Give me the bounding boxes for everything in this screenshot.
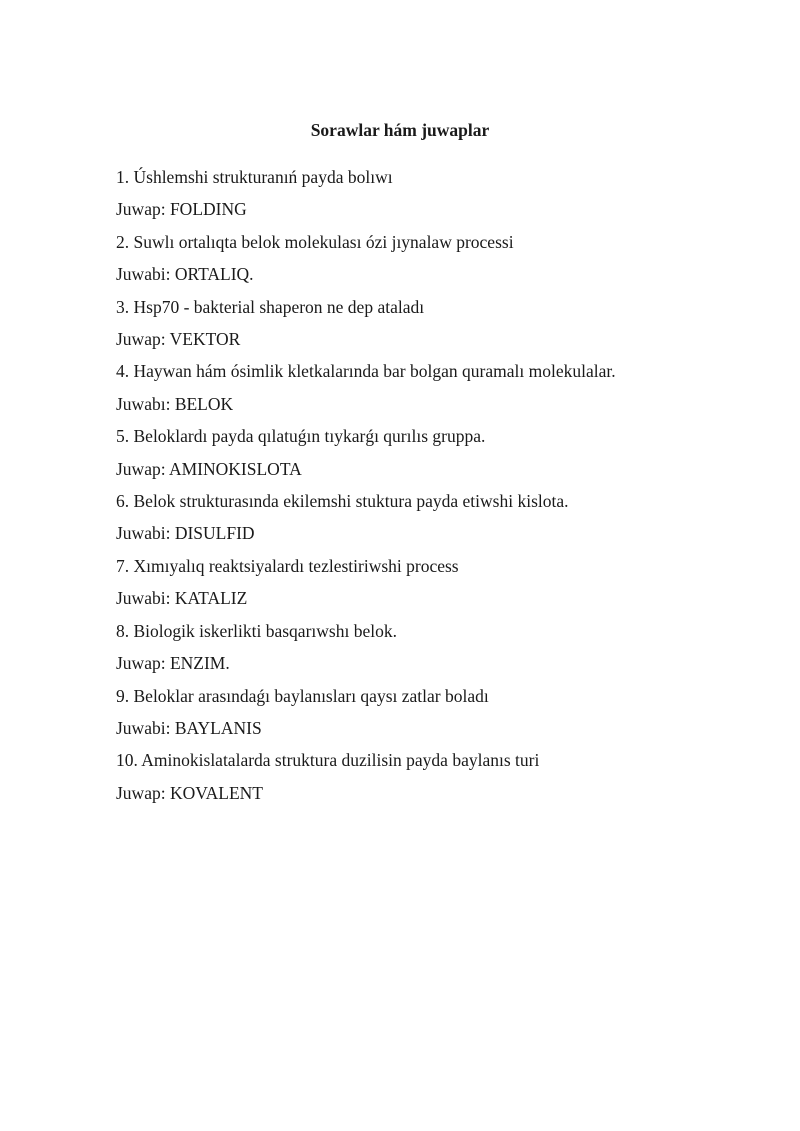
question-6: 6. Belok strukturasında ekilemshi stuktura payda etiwshi kislota. <box>116 491 569 512</box>
answer-1: Juwap: FOLDING <box>116 199 247 220</box>
question-2: 2. Suwlı ortalıqta belok molekulası ózi jıynalaw processi <box>116 231 514 252</box>
qa-list <box>116 161 736 809</box>
answer-9: Juwabi: BAYLANIS <box>116 717 262 738</box>
question-4: 4. Haywan hám ósimlik kletkalarında bar bolgan quramalı molekulalar. <box>116 361 616 382</box>
answer-2: Juwabi: ORTALIQ. <box>116 264 254 285</box>
answer-7: Juwabi: KATALIZ <box>116 588 248 609</box>
question-5: 5. Beloklardı payda qılatuǵın tıykarǵı qurılıs gruppa. <box>116 426 486 447</box>
question-9: 9. Beloklar arasındaǵı baylanısları qaysı zatlar boladı <box>116 685 489 706</box>
answer-5: Juwap: AMINOKISLOTA <box>116 458 302 479</box>
question-10: 10. Aminokislatalarda struktura duzilisin payda baylanıs turi <box>116 750 540 771</box>
page-title: Sorawlar hám juwaplar <box>310 120 490 140</box>
answer-10: Juwap: KOVALENT <box>116 782 263 803</box>
question-1: 1. Úshlemshi strukturanıń payda bolıwı <box>116 167 393 187</box>
answer-6: Juwabi: DISULFID <box>116 523 255 544</box>
answer-8: Juwap: ENZIM. <box>116 653 230 674</box>
question-8: 8. Biologik iskerlikti basqarıwshı belok. <box>116 620 397 641</box>
answer-4: Juwabı: BELOK <box>116 393 234 414</box>
question-3: 3. Hsp70 - bakterial shaperon ne dep ataladı <box>116 296 425 317</box>
answer-3: Juwap: VEKTOR <box>116 329 241 350</box>
question-7: 7. Xımıyalıq reaktsiyalardı tezlestiriwshi process <box>116 555 459 576</box>
